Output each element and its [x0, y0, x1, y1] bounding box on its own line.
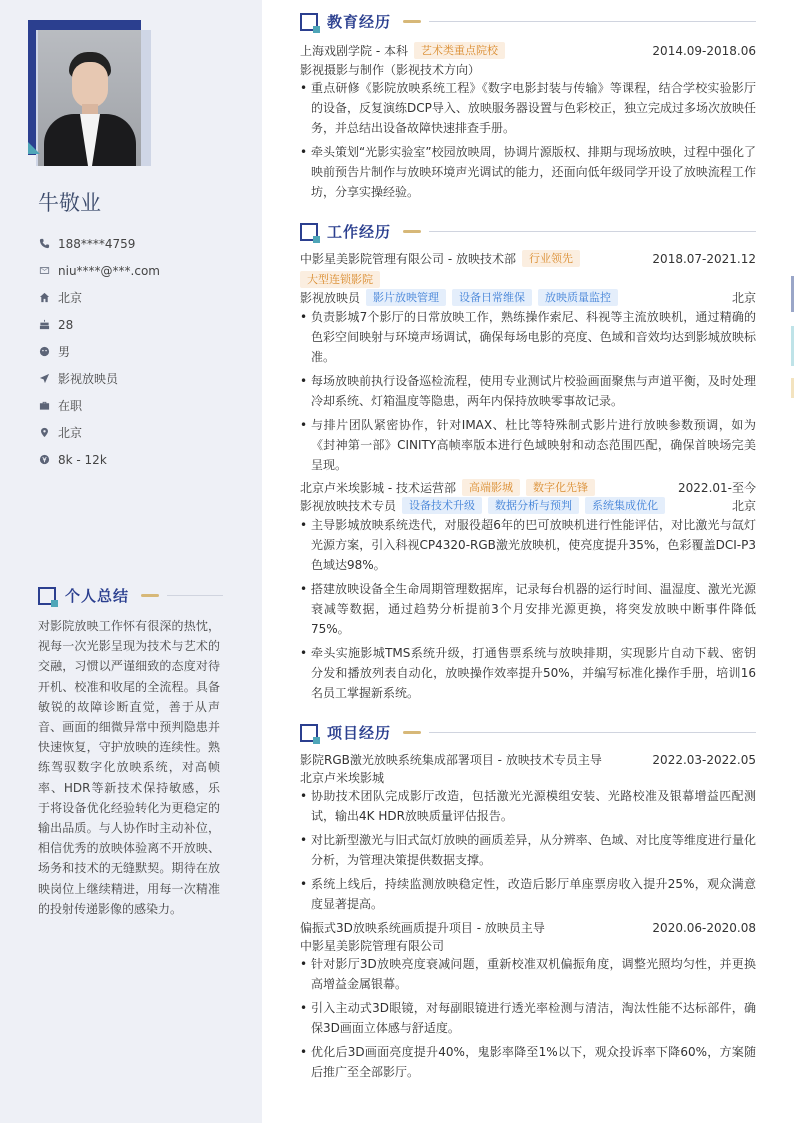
job-role: 影视放映员	[300, 291, 361, 305]
info-text: 28	[58, 317, 74, 332]
info-text: 8k - 12k	[58, 452, 107, 467]
info-status	[38, 392, 248, 419]
profile-name: 牛敬业	[38, 191, 101, 215]
job-city: 北京	[731, 499, 756, 513]
education-section-title: 教育经历	[300, 11, 756, 32]
company-tag: 行业领先	[522, 250, 580, 267]
list-item: • 引入主动式3D眼镜，对每副眼镜进行透光率检测与清洁，淘汰性能不达标部件，确保3D画面立体感与舒适度。	[300, 998, 756, 1038]
skill-tag: 影片放映管理	[366, 289, 446, 306]
home-icon	[38, 292, 50, 304]
section-square-icon	[300, 13, 318, 31]
job-header	[300, 250, 756, 267]
school-tag: 艺术类重点院校	[414, 42, 505, 59]
list-item: • 负责影城7个影厅的日常放映工作，熟练操作索尼、科视等主流放映机，通过精确的色彩空间映射与环境声场调试，确保每场电影的亮度、色域和音效均达到影城放映标准。	[300, 307, 756, 367]
phone-icon	[38, 238, 50, 250]
location-icon	[38, 427, 50, 439]
job-role: 影视放映技术专员	[300, 499, 397, 513]
company-name: 北京卢米埃影城 - 技术运营部	[300, 481, 456, 495]
briefcase-icon	[38, 400, 50, 412]
info-text: 男	[58, 345, 71, 359]
school-name: 上海戏剧学院 - 本科	[300, 44, 408, 58]
info-email	[38, 257, 248, 284]
education-major: 影视摄影与制作（影视技术方向）	[300, 63, 481, 77]
list-item: • 牵头策划“光影实验室”校园放映周，协调片源版权、排期与现场放映，过程中强化了映前预告片制作与放映环境声光调试的能力，还面向低年级同学开设了放映流程工作坊，分享实操经验。	[300, 142, 756, 202]
list-item: • 搭建放映设备全生命周期管理数据库，记录每台机器的运行时间、温湿度、激光光源衰减等数据，通过趋势分析提前3个月安排光源更换，将突发放映中断事件降低75%。	[300, 579, 756, 639]
list-item: • 针对影厅3D放映亮度衰减问题，重新校准双机偏振角度，调整光照均匀性，并更换高增益金属银幕。	[300, 954, 756, 994]
job-bullets	[300, 307, 756, 479]
job-bullets	[300, 515, 756, 707]
company-tag: 数字化先锋	[526, 479, 595, 496]
send-icon	[38, 373, 50, 385]
job-tag-row	[300, 271, 756, 288]
job-role-row	[300, 497, 756, 514]
info-age	[38, 311, 248, 338]
info-text: niu****@***.com	[58, 263, 160, 278]
list-item: • 主导影城放映系统迭代，对服役超6年的巴可放映机进行性能评估，对比激光与氙灯光源方案，引入科视CP4320-RGB激光放映机，使亮度提升35%，色彩覆盖DCI-P3色域达98%。	[300, 515, 756, 575]
list-item: • 与排片团队紧密协作，针对IMAX、杜比等特殊制式影片进行放映参数预调，如为《封神第一部》CINITY高帧率版本进行色域映射和动态范围匹配，确保首映场完美呈现。	[300, 415, 756, 475]
salary-icon	[38, 454, 50, 466]
profile-photo	[38, 30, 141, 166]
avatar	[28, 20, 152, 166]
list-item: • 重点研修《影院放映系统工程》《数字电影封装与传输》等课程，结合学校实验影厅的设备，反复演练DCP导入、放映服务器设置与色彩校正，独立完成过多场次放映任务，并总结出设备故障快速排查手册。	[300, 78, 756, 138]
job-date: 2018.07-2021.12	[652, 251, 756, 266]
summary-section-title: 个人总结	[38, 585, 223, 606]
info-location	[38, 419, 248, 446]
sidebar	[0, 0, 262, 1123]
work-section-title: 工作经历	[300, 221, 756, 242]
project-org: 北京卢米埃影城	[300, 771, 385, 785]
section-square-icon	[300, 724, 318, 742]
section-square-icon	[300, 223, 318, 241]
section-square-icon	[38, 587, 56, 605]
info-phone	[38, 230, 248, 257]
company-tag: 大型连锁影院	[300, 271, 380, 288]
projects-section-title: 项目经历	[300, 722, 756, 743]
skill-tag: 数据分析与预判	[488, 497, 579, 514]
education-header	[300, 42, 756, 59]
summary-text: 对影院放映工作怀有很深的热忱，视每一次光影呈现为技术与艺术的交融，习惯以严谨细致的态度对待开机、校准和收尾的全流程。具备敏锐的故障诊断直觉，善于从声音、画面的细微异常中预判隐患并快速恢复，守护放映的连续性。熟练驾驭数字化放映系统，对高帧率、HDR等新技术保持敏感，乐于将设备优化经验转化为更稳定的输出品质。与人协作时主动补位，相信优秀的放映体验离不开放映、场务和技术的无缝默契。期待在放映岗位上继续精进，用每一次精准的投射传递影像的感染力。	[38, 619, 220, 916]
skill-tag: 设备技术升级	[402, 497, 482, 514]
info-salary	[38, 446, 248, 473]
skill-tag: 设备日常维保	[452, 289, 532, 306]
company-name: 中影星美影院管理有限公司 - 放映技术部	[300, 252, 516, 266]
project-bullets	[300, 786, 756, 918]
info-text: 在职	[58, 399, 83, 413]
job-role-row	[300, 289, 756, 306]
info-home	[38, 284, 248, 311]
project-header	[300, 751, 756, 768]
job-header	[300, 479, 756, 496]
list-item: • 对比新型激光与旧式氙灯放映的画质差异，从分辨率、色域、对比度等维度进行量化分析，为管理决策提供数据支撑。	[300, 830, 756, 870]
skill-tag: 放映质量监控	[538, 289, 618, 306]
project-org: 中影星美影院管理有限公司	[300, 939, 445, 953]
list-item: • 每场放映前执行设备巡检流程，使用专业测试片校验画面聚焦与声道平衡，及时处理冷却系统、灯箱温度等隐患，两年内保持放映零事故记录。	[300, 371, 756, 411]
project-name: 偏振式3D放映系统画质提升项目 - 放映员主导	[300, 921, 545, 935]
info-text: 影视放映员	[58, 372, 119, 386]
info-position	[38, 365, 248, 392]
company-tag: 高端影城	[462, 479, 520, 496]
project-name: 影院RGB激光放映系统集成部署项目 - 放映技术专员主导	[300, 753, 602, 767]
job-city: 北京	[731, 291, 756, 305]
project-bullets	[300, 954, 756, 1086]
education-bullets	[300, 78, 756, 206]
project-date: 2020.06-2020.08	[652, 920, 756, 935]
cake-icon	[38, 319, 50, 331]
info-gender	[38, 338, 248, 365]
education-date: 2014.09-2018.06	[652, 43, 756, 58]
skill-tag: 系统集成优化	[585, 497, 665, 514]
info-text: 188****4759	[58, 236, 136, 251]
info-text: 北京	[58, 426, 83, 440]
list-item: • 系统上线后，持续监测放映稳定性，改造后影厅单座票房收入提升25%，观众满意度显著提高。	[300, 874, 756, 914]
list-item: • 协助技术团队完成影厅改造，包括激光光源模组安装、光路校准及银幕增益匹配测试，输出4K HDR放映质量评估报告。	[300, 786, 756, 826]
gender-icon	[38, 346, 50, 358]
list-item: • 牵头实施影城TMS系统升级，打通售票系统与放映排期，实现影片自动下载、密钥分发和播放列表自动化，放映操作效率提升50%，并编写标准化操作手册，培训16名员工掌握新系统。	[300, 643, 756, 703]
project-header	[300, 919, 756, 936]
project-date: 2022.03-2022.05	[652, 752, 756, 767]
job-date: 2022.01-至今	[678, 481, 756, 495]
info-text: 北京	[58, 291, 83, 305]
list-item: • 优化后3D画面亮度提升40%，鬼影率降至1%以下，观众投诉率下降60%，方案随后推广至全部影厅。	[300, 1042, 756, 1082]
info-list	[38, 230, 248, 473]
mail-icon	[38, 265, 50, 277]
